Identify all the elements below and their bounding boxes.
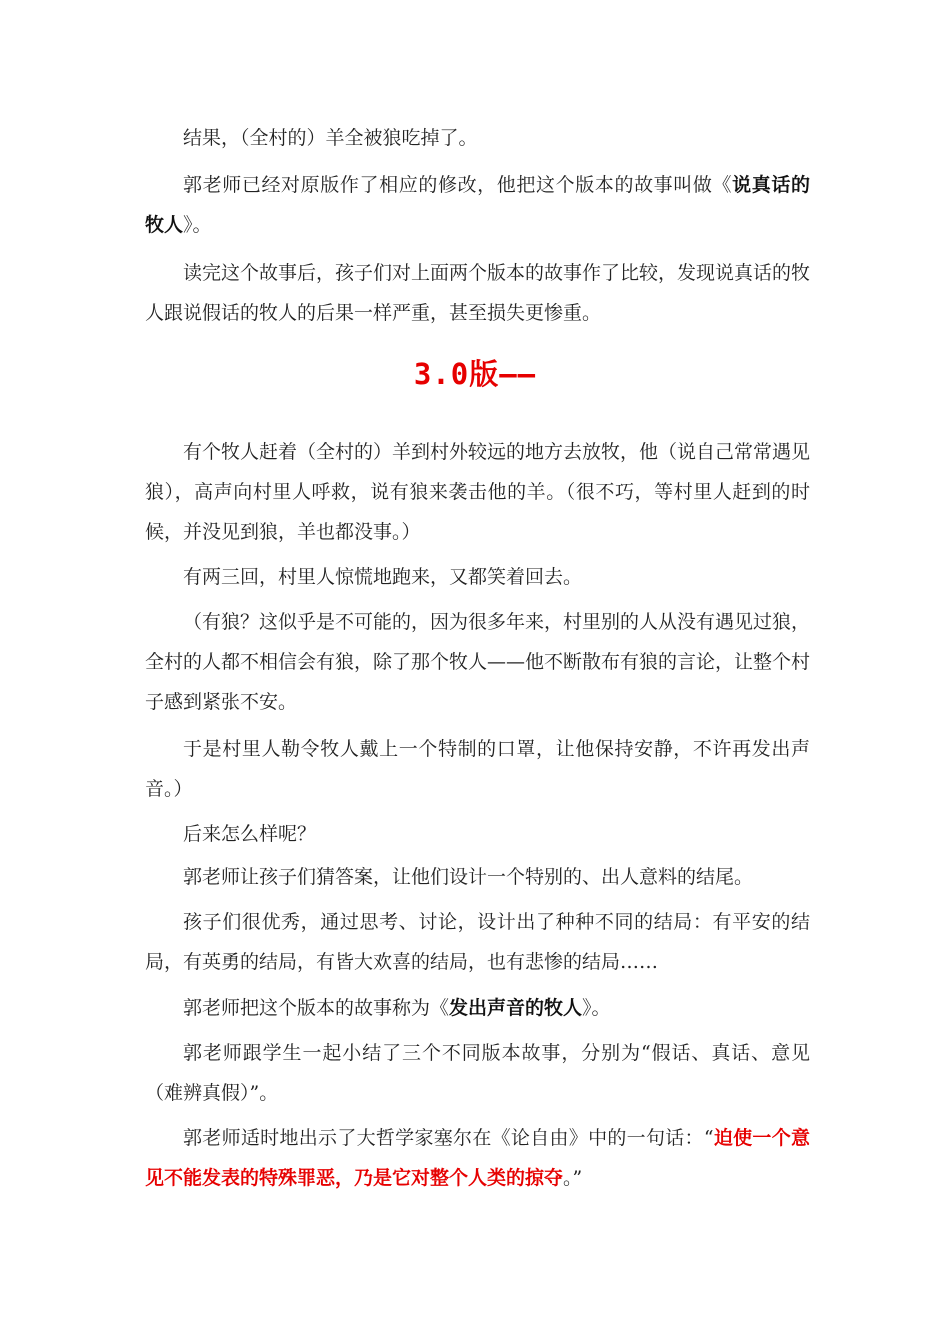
paragraph-endings: 孩子们很优秀，通过思考、讨论，设计出了种种不同的结局：有平安的结局，有英勇的结局，有皆大欢喜的结局，也有悲惨的结局……	[145, 911, 810, 973]
paragraph-result: 结果，（全村的）羊全被狼吃掉了。	[183, 127, 478, 149]
story-title-bold: 说真话的牧人	[145, 174, 810, 236]
text: 。”	[563, 1167, 583, 1189]
paragraph-guess: 郭老师让孩子们猜答案，让他们设计一个特别的、出人意料的结尾。	[183, 866, 754, 888]
story-title-bold: 发出声音的牧人	[449, 997, 583, 1019]
quote-highlight: 迫使一个意见不能发表的特殊罪恶，乃是它对整个人类的掠夺	[145, 1127, 810, 1189]
text: 郭老师把这个版本的故事称为《	[183, 997, 450, 1019]
paragraph-villagers: 有两三回，村里人惊慌地跑来，又都笑着回去。	[183, 566, 583, 588]
paragraph-version-two-title	[145, 165, 810, 245]
text: 郭老师已经对原版作了相应的修改，他把这个版本的故事叫做《	[183, 174, 733, 196]
paragraph-story-intro: 有个牧人赶着（全村的）羊到村外较远的地方去放牧，他（说自己常常遇见狼），高声向村里人呼救，说有狼来袭击他的羊。（很不巧，等村里人赶到的时候，并没见到狼，羊也都没事。）	[145, 441, 811, 543]
text: 》。	[183, 214, 212, 236]
text: 郭老师适时地出示了大哲学家塞尔在《论自由》中的一句话：“	[183, 1127, 714, 1149]
paragraph-summary: 郭老师跟学生一起小结了三个不同版本故事，分别为“假话、真话、意见（难辨真假）”。	[145, 1042, 810, 1104]
paragraph-question: 后来怎么样呢？	[183, 823, 317, 845]
paragraph-comparison: 读完这个故事后，孩子们对上面两个版本的故事作了比较，发现说真话的牧人跟说假话的牧人的后果一样严重，甚至损失更惨重。	[145, 262, 811, 324]
paragraph-version-three-title	[145, 988, 810, 1028]
paragraph-quote	[145, 1118, 810, 1198]
section-heading: 3.0版——	[413, 357, 537, 391]
paragraph-no-wolf: （有狼？这似乎是不可能的，因为很多年来，村里别的人从没有遇见过狼，全村的人都不相信会有狼，除了那个牧人——他不断散布有狼的言论，让整个村子感到紧张不安。	[145, 611, 811, 713]
paragraph-mask: 于是村里人勒令牧人戴上一个特制的口罩，让他保持安静，不许再发出声音。）	[145, 738, 810, 800]
text: 》。	[582, 997, 611, 1019]
